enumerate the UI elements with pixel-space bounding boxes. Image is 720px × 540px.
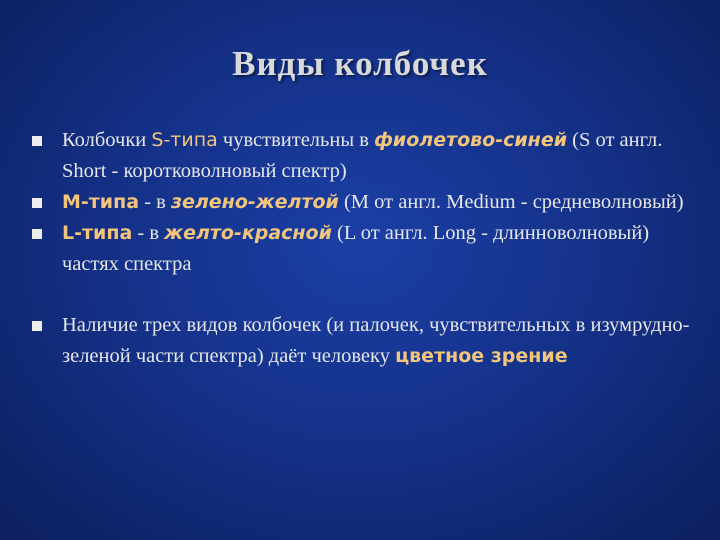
bullet-text: чувствительны в [217,129,375,151]
bullet-text: Наличие трех видов колбочек (и палочек, чувствительных в изумрудно-зеленой части спектра) даёт человеку [62,314,690,367]
bullet-text: (M от англ. Medium - средневолновый) [338,191,684,213]
bullet-list [30,125,700,372]
highlight-color-range: зелено-желтой [170,191,339,213]
square-bullet-icon [32,136,42,146]
bullet-s-cones [30,125,700,187]
highlight-term: S-типа [151,129,218,151]
slide-title: Виды колбочек [232,44,488,83]
highlight-term: L-типа [62,222,133,244]
bullet-color-vision [30,310,700,372]
bullet-text: - в [132,222,165,244]
highlight-color-range: фиолетово-синей [374,129,568,151]
bullet-text: (S от англ. Short - коротковолновый спектр) [62,129,663,182]
bullet-text: - в [139,191,171,213]
highlight-color-range: желто-красной [164,222,332,244]
square-bullet-icon [32,321,42,331]
square-bullet-icon [32,198,42,208]
bullet-l-cones [30,218,700,280]
bullet-m-cones [30,187,700,218]
bullet-text: (L от англ. Long - длинноволновый) частях спектра [62,222,650,275]
square-bullet-icon [32,229,42,239]
highlight-term: цветное зрение [395,345,568,367]
bullet-text: Колбочки [62,129,152,151]
highlight-term: М-типа [62,191,140,213]
